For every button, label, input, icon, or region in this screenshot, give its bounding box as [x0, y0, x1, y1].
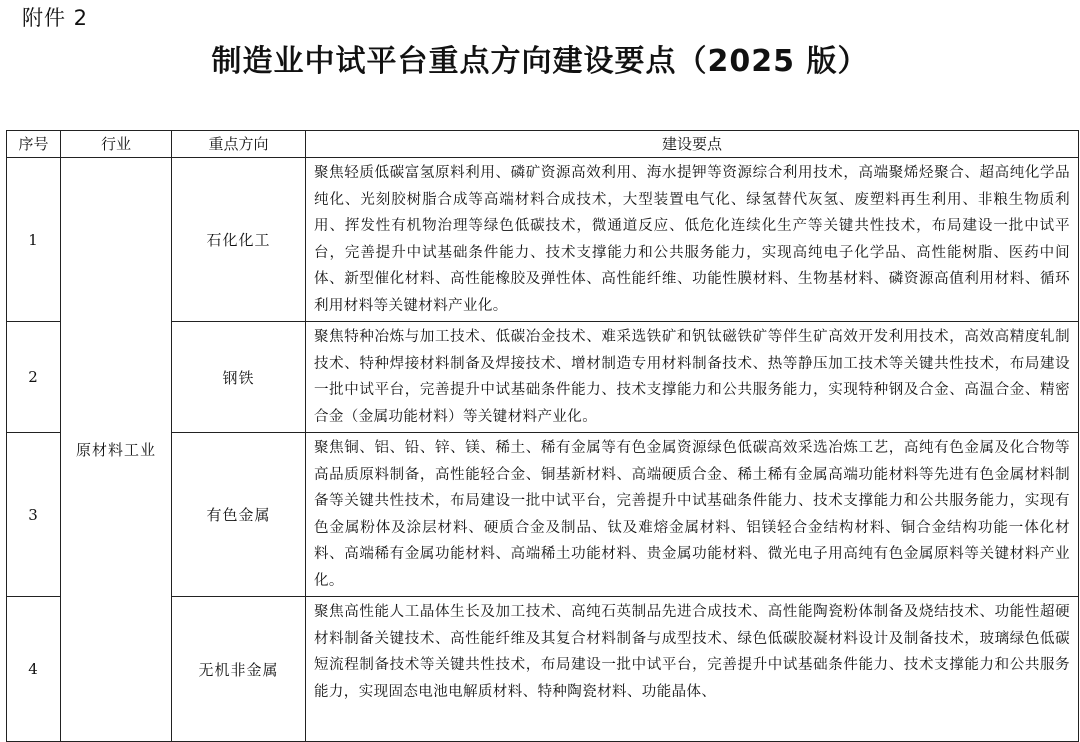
row-points: 聚焦轻质低碳富氢原料利用、磷矿资源高效利用、海水提钾等资源综合利用技术，高端聚烯烃聚合、超高纯化学品纯化、光刻胶树脂合成等高端材料合成技术，大型装置电气化、绿氢替代灰氢、废塑料再生利用、非粮生物质利用、挥发性有机物治理等绿色低碳技术，微通道反应、低危化连续化生产等关键共性技术，布局建设一批中试平台，完善提升中试基础条件能力、技术支撑能力和公共服务能力，实现高纯电子化学品、高性能树脂、医药中间体、新型催化材料、高性能橡胶及弹性体、高性能纤维、功能性膜材料、生物基材料、磷资源高值利用材料、循环利用材料等关键材料产业化。: [306, 158, 1079, 322]
table-header-row: [7, 131, 1079, 158]
row-direction: 钢铁: [172, 322, 306, 433]
row-points: 聚焦特种冶炼与加工技术、低碳冶金技术、难采选铁矿和钒钛磁铁矿等伴生矿高效开发利用技术，高效高精度轧制技术、特种焊接材料制备及焊接技术、增材制造专用材料制备技术、热等静压加工技术等关键共性技术，布局建设一批中试平台，完善提升中试基础条件能力、技术支撑能力和公共服务能力，实现特种钢及合金、高温合金、精密合金（金属功能材料）等关键材料产业化。: [306, 322, 1079, 433]
document-title: 制造业中试平台重点方向建设要点（2025 版）: [211, 44, 869, 79]
table-container: [6, 130, 1078, 700]
header-direction: 重点方向: [172, 131, 306, 158]
header-seq: 序号: [7, 131, 61, 158]
row-direction: 无机非金属: [172, 597, 306, 742]
attachment-label: 附件 2: [22, 6, 89, 30]
row-points: 聚焦铜、铝、铅、锌、镁、稀土、稀有金属等有色金属资源绿色低碳高效采选冶炼工艺，高纯有色金属及化合物等高品质原料制备，高性能轻合金、铜基新材料、高端硬质合金、稀土稀有金属高端功能材料等先进有色金属材料制备等关键共性技术，布局建设一批中试平台，完善提升中试基础条件能力、技术支撑能力和公共服务能力，实现有色金属粉体及涂层材料、硬质合金及制品、钛及难熔金属材料、铝镁轻合金结构材料、铜合金结构功能一体化材料、高端稀有金属功能材料、高端稀土功能材料、贵金属功能材料、微光电子用高纯有色金属原料等关键材料产业化。: [306, 433, 1079, 597]
row-direction: 有色金属: [172, 433, 306, 597]
row-direction: 石化化工: [172, 158, 306, 322]
row-seq: 2: [7, 322, 61, 433]
key-points-table: [6, 130, 1079, 742]
row-points: 聚焦高性能人工晶体生长及加工技术、高纯石英制品先进合成技术、高性能陶瓷粉体制备及烧结技术、功能性超硬材料制备关键技术、高性能纤维及其复合材料制备与成型技术、绿色低碳胶凝材料设计及制备技术，玻璃绿色低碳短流程制备技术等关键共性技术，布局建设一批中试平台，完善提升中试基础条件能力、技术支撑能力和公共服务能力，实现固态电池电解质材料、特种陶瓷材料、功能晶体、: [306, 597, 1079, 742]
header-industry: 行业: [61, 131, 172, 158]
table-row: [7, 158, 1079, 322]
row-seq: 3: [7, 433, 61, 597]
header-points: 建设要点: [306, 131, 1079, 158]
row-seq: 4: [7, 597, 61, 742]
row-seq: 1: [7, 158, 61, 322]
industry-cell: 原材料工业: [61, 158, 172, 742]
